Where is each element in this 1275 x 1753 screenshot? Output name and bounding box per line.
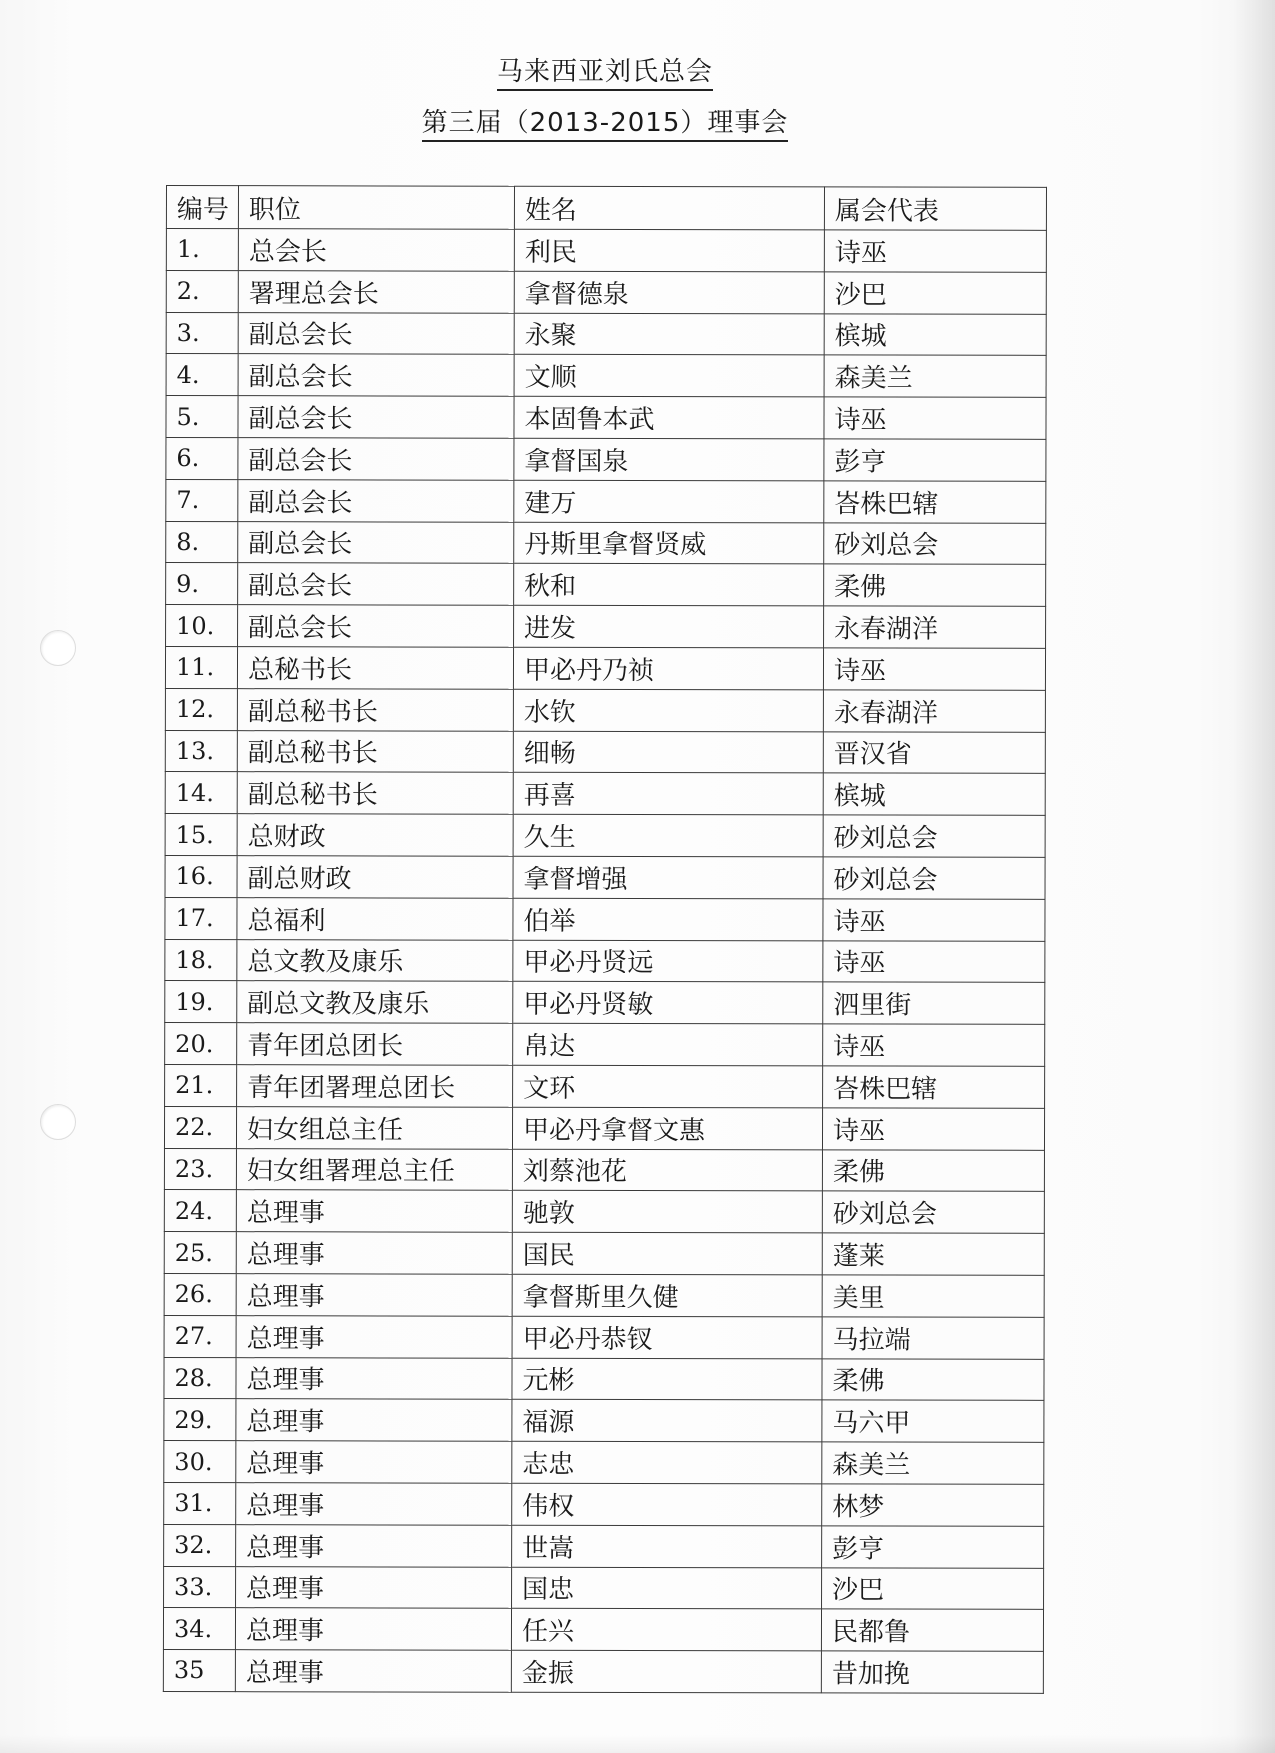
table-row: [165, 1023, 1045, 1067]
cell-branch: 晋汉省: [823, 731, 1045, 773]
cell-position: 署理总会长: [238, 270, 514, 312]
cell-name: 文环: [513, 1065, 823, 1107]
table-row: [164, 1315, 1044, 1359]
cell-position: 副总会长: [238, 354, 514, 396]
cell-position: 总秘书长: [237, 647, 513, 689]
cell-name: 刘蔡池花: [512, 1149, 822, 1191]
cell-number: 30.: [164, 1441, 236, 1483]
table-row: [165, 772, 1045, 816]
cell-branch: 诗巫: [823, 899, 1045, 941]
cell-number: 6.: [166, 437, 238, 479]
cell-name: 拿督增强: [513, 856, 823, 898]
table-row: [166, 437, 1046, 481]
cell-name: 国民: [512, 1232, 822, 1274]
cell-position: 总理事: [236, 1232, 512, 1274]
cell-number: 20.: [165, 1023, 237, 1065]
cell-branch: 沙巴: [822, 1567, 1044, 1609]
table-row: [166, 312, 1046, 356]
cell-name: 金振: [511, 1650, 821, 1692]
cell-position: 总理事: [236, 1190, 512, 1232]
cell-name: 进发: [514, 605, 824, 647]
cell-name: 本固鲁本武: [514, 396, 824, 438]
table-row: [164, 1399, 1044, 1443]
cell-branch: 昔加挽: [821, 1651, 1043, 1693]
cell-name: 秋和: [514, 564, 824, 606]
header-number: 编号: [166, 186, 238, 229]
cell-position: 总理事: [236, 1441, 512, 1483]
table-row: [163, 1608, 1043, 1652]
cell-position: 副总会长: [238, 312, 514, 354]
cell-position: 总理事: [236, 1566, 512, 1608]
cell-position: 副总财政: [237, 856, 513, 898]
cell-number: 25.: [164, 1232, 236, 1274]
cell-number: 7.: [166, 479, 238, 521]
cell-number: 21.: [165, 1064, 237, 1106]
cell-name: 永聚: [514, 313, 824, 355]
cell-position: 总理事: [235, 1650, 511, 1692]
table-row: [165, 730, 1045, 774]
table-row: [163, 1650, 1043, 1694]
cell-number: 4.: [166, 354, 238, 396]
cell-number: 13.: [165, 730, 237, 772]
cell-number: 17.: [165, 897, 237, 939]
cell-branch: 峇株巴辖: [823, 1066, 1045, 1108]
cell-position: 副总秘书长: [237, 772, 513, 814]
cell-name: 帛达: [513, 1023, 823, 1065]
committee-table: [163, 185, 1047, 1694]
cell-name: 甲必丹乃祯: [513, 647, 823, 689]
table-row: [165, 688, 1045, 732]
cell-name: 建万: [514, 480, 824, 522]
cell-name: 任兴: [511, 1609, 821, 1651]
cell-name: 世嵩: [512, 1525, 822, 1567]
cell-name: 拿督斯里久健: [512, 1274, 822, 1316]
document-subtitle: [0, 103, 1210, 141]
cell-name: 志忠: [512, 1441, 822, 1483]
cell-number: 5.: [166, 396, 238, 438]
cell-branch: 柔佛: [824, 564, 1046, 606]
table-row: [164, 1190, 1044, 1234]
cell-number: 22.: [164, 1106, 236, 1148]
cell-number: 27.: [164, 1315, 236, 1357]
cell-number: 29.: [164, 1399, 236, 1441]
cell-position: 妇女组署理总主任: [236, 1148, 512, 1190]
cell-branch: 砂刘总会: [823, 857, 1045, 899]
cell-branch: 诗巫: [823, 648, 1045, 690]
document-title-text: 马来西亚刘氏总会: [497, 57, 713, 91]
table-row: [165, 1064, 1045, 1108]
header-branch: 属会代表: [824, 187, 1046, 230]
cell-position: 青年团总团长: [237, 1023, 513, 1065]
cell-number: 35: [163, 1650, 235, 1692]
cell-number: 19.: [165, 981, 237, 1023]
cell-number: 32.: [164, 1524, 236, 1566]
table-row: [166, 354, 1046, 398]
cell-name: 甲必丹恭钗: [512, 1316, 822, 1358]
cell-branch: 森美兰: [822, 1442, 1044, 1484]
cell-branch: 诗巫: [824, 397, 1046, 439]
table-row: [166, 521, 1046, 565]
cell-branch: 蓬莱: [822, 1233, 1044, 1275]
cell-name: 利民: [514, 229, 824, 271]
cell-number: 12.: [165, 688, 237, 730]
cell-position: 总理事: [235, 1608, 511, 1650]
cell-number: 26.: [164, 1273, 236, 1315]
cell-branch: 诗巫: [824, 230, 1046, 272]
cell-number: 18.: [165, 939, 237, 981]
table-row: [164, 1524, 1044, 1568]
cell-number: 15.: [165, 814, 237, 856]
cell-name: 细畅: [513, 731, 823, 773]
cell-branch: 马六甲: [822, 1400, 1044, 1442]
cell-branch: 彭亨: [822, 1526, 1044, 1568]
cell-position: 副总会长: [238, 396, 514, 438]
cell-name: 甲必丹贤敏: [513, 982, 823, 1024]
table-row: [165, 939, 1045, 983]
cell-position: 副总会长: [238, 479, 514, 521]
cell-branch: 彭亨: [824, 439, 1046, 481]
cell-branch: 柔佛: [822, 1358, 1044, 1400]
cell-name: 伟权: [512, 1483, 822, 1525]
cell-position: 总理事: [236, 1524, 512, 1566]
cell-number: 9.: [166, 563, 238, 605]
cell-number: 2.: [166, 270, 238, 312]
table-row: [165, 814, 1045, 858]
cell-branch: 峇株巴辖: [824, 481, 1046, 523]
cell-branch: 诗巫: [823, 940, 1045, 982]
cell-position: 妇女组总主任: [236, 1106, 512, 1148]
cell-branch: 砂刘总会: [823, 815, 1045, 857]
table-row: [165, 646, 1045, 690]
cell-branch: 泗里街: [823, 982, 1045, 1024]
cell-branch: 民都鲁: [821, 1609, 1043, 1651]
cell-number: 11.: [165, 646, 237, 688]
cell-branch: 槟城: [824, 313, 1046, 355]
document-title: [0, 52, 1210, 90]
cell-position: 总理事: [236, 1399, 512, 1441]
table-row: [166, 563, 1046, 607]
table-row: [164, 1273, 1044, 1317]
table-row: [166, 229, 1046, 273]
cell-branch: 柔佛: [822, 1149, 1044, 1191]
cell-branch: 槟城: [823, 773, 1045, 815]
header-name: 姓名: [514, 186, 824, 230]
cell-number: 1.: [166, 229, 238, 271]
cell-position: 副总会长: [238, 563, 514, 605]
table-row: [166, 270, 1046, 314]
cell-position: 总理事: [236, 1315, 512, 1357]
cell-name: 国忠: [512, 1567, 822, 1609]
cell-branch: 砂刘总会: [822, 1191, 1044, 1233]
cell-branch: 森美兰: [824, 355, 1046, 397]
cell-name: 再喜: [513, 773, 823, 815]
cell-number: 14.: [165, 772, 237, 814]
cell-position: 总财政: [237, 814, 513, 856]
cell-position: 副总会长: [238, 438, 514, 480]
cell-position: 总理事: [236, 1357, 512, 1399]
table-row: [165, 855, 1045, 899]
cell-name: 甲必丹拿督文惠: [512, 1107, 822, 1149]
cell-branch: 林梦: [822, 1484, 1044, 1526]
cell-number: 10.: [166, 605, 238, 647]
cell-position: 总福利: [237, 897, 513, 939]
cell-branch: 永春湖洋: [823, 690, 1045, 732]
cell-position: 副总秘书长: [237, 730, 513, 772]
table-row: [164, 1232, 1044, 1276]
cell-name: 水钦: [513, 689, 823, 731]
cell-name: 甲必丹贤远: [513, 940, 823, 982]
cell-branch: 沙巴: [824, 272, 1046, 314]
header-position: 职位: [238, 186, 514, 230]
cell-number: 8.: [166, 521, 238, 563]
page-bottom-shadow: [0, 1735, 1275, 1753]
cell-number: 23.: [164, 1148, 236, 1190]
cell-number: 16.: [165, 855, 237, 897]
cell-name: 丹斯里拿督贤威: [514, 522, 824, 564]
table-row: [164, 1357, 1044, 1401]
cell-number: 3.: [166, 312, 238, 354]
punch-hole: [40, 1104, 76, 1140]
table-row: [164, 1566, 1044, 1610]
table-row: [166, 396, 1046, 440]
cell-name: 拿督国泉: [514, 438, 824, 480]
cell-position: 总理事: [236, 1483, 512, 1525]
cell-number: 34.: [163, 1608, 235, 1650]
cell-name: 驰敦: [512, 1191, 822, 1233]
cell-name: 元彬: [512, 1358, 822, 1400]
cell-branch: 马拉端: [822, 1317, 1044, 1359]
cell-branch: 诗巫: [823, 1024, 1045, 1066]
cell-position: 副总会长: [238, 521, 514, 563]
cell-branch: 美里: [822, 1275, 1044, 1317]
cell-position: 副总文教及康乐: [237, 981, 513, 1023]
cell-branch: 砂刘总会: [824, 522, 1046, 564]
cell-number: 31.: [164, 1482, 236, 1524]
punch-hole: [40, 630, 76, 666]
cell-branch: 诗巫: [822, 1108, 1044, 1150]
cell-name: 福源: [512, 1400, 822, 1442]
table-row: [165, 897, 1045, 941]
table-row: [166, 479, 1046, 523]
cell-number: 28.: [164, 1357, 236, 1399]
page-edge-shadow: [1233, 0, 1275, 1753]
table-row: [164, 1482, 1044, 1526]
table-row: [164, 1106, 1044, 1150]
cell-name: 久生: [513, 814, 823, 856]
table-body: [163, 229, 1046, 1694]
cell-number: 33.: [164, 1566, 236, 1608]
cell-branch: 永春湖洋: [824, 606, 1046, 648]
cell-position: 总理事: [236, 1274, 512, 1316]
cell-position: 副总会长: [238, 605, 514, 647]
cell-position: 青年团署理总团长: [237, 1065, 513, 1107]
document-subtitle-text: 第三届（2013-2015）理事会: [422, 108, 789, 142]
cell-position: 副总秘书长: [237, 688, 513, 730]
table-row: [165, 981, 1045, 1025]
cell-name: 伯举: [513, 898, 823, 940]
cell-name: 拿督德泉: [514, 271, 824, 313]
table-row: [164, 1441, 1044, 1485]
cell-position: 总文教及康乐: [237, 939, 513, 981]
table-row: [166, 605, 1046, 649]
cell-number: 24.: [164, 1190, 236, 1232]
table-header-row: [166, 186, 1046, 231]
cell-position: 总会长: [238, 229, 514, 271]
cell-name: 文顺: [514, 355, 824, 397]
table-row: [164, 1148, 1044, 1192]
